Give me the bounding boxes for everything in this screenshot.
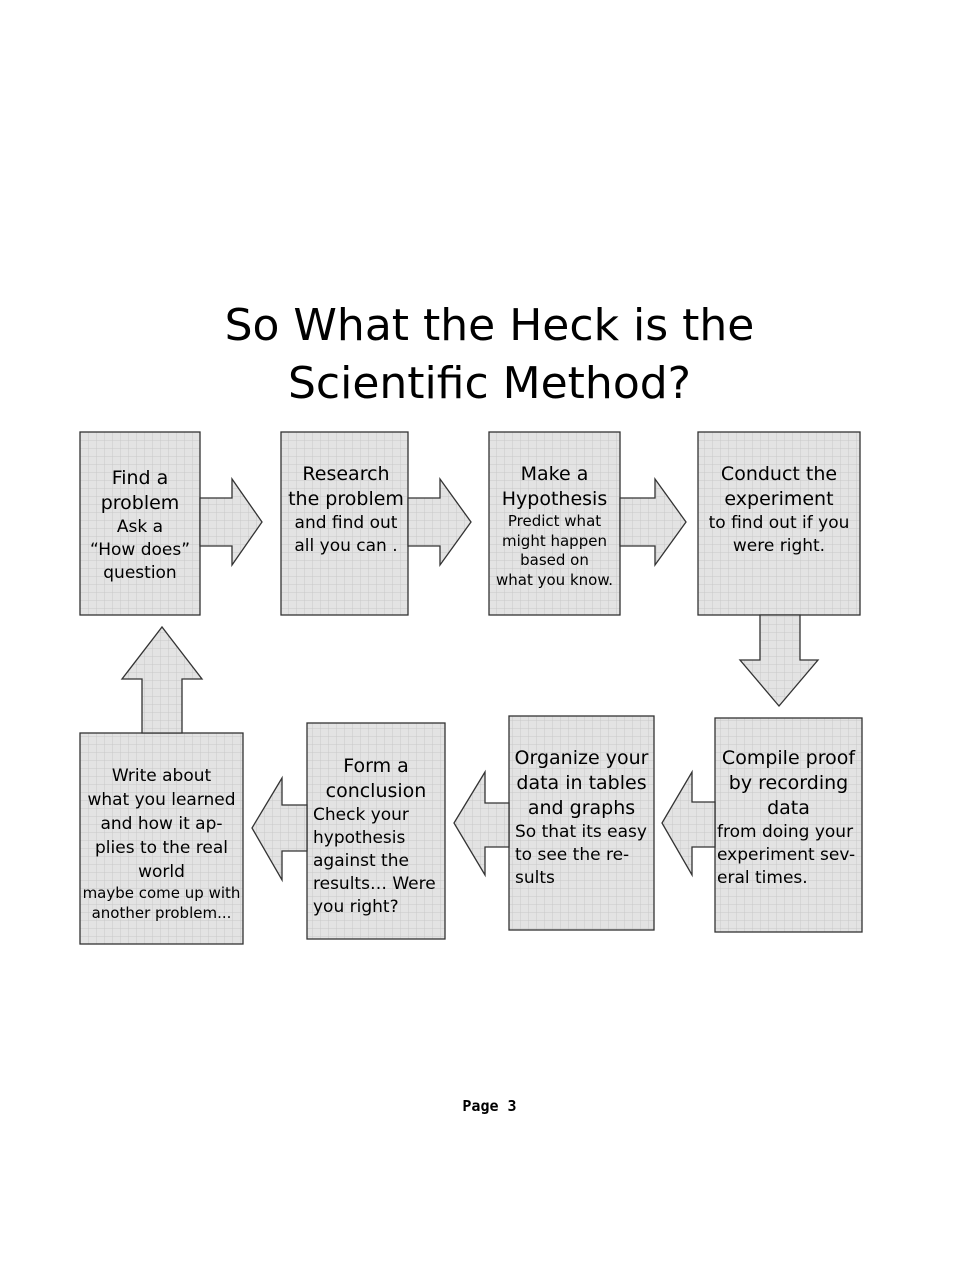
step-research bbox=[281, 462, 411, 558]
step-body-line: sults bbox=[515, 868, 555, 888]
step-heading-line: and how it ap- bbox=[100, 814, 223, 834]
step-body-line: Predict what bbox=[507, 512, 602, 530]
step-body-line: to find out if you bbox=[708, 513, 850, 533]
step-body-line: experiment sev- bbox=[717, 845, 856, 865]
step-heading-line: Conduct the bbox=[720, 463, 838, 485]
arrow-down bbox=[740, 615, 818, 706]
step-heading-line: experiment bbox=[724, 488, 834, 510]
step-body-line: from doing your bbox=[717, 822, 854, 842]
step-heading-line: plies to the real bbox=[95, 838, 228, 858]
step-body-line: “How does” bbox=[89, 540, 191, 560]
title-line-2: Scientific Method? bbox=[287, 358, 692, 410]
arrow-left-2 bbox=[454, 772, 509, 875]
page-title bbox=[0, 297, 979, 413]
step-heading-line: and graphs bbox=[527, 797, 636, 819]
step-body-line: Check your bbox=[313, 805, 409, 825]
step-body-line: maybe come up with bbox=[82, 884, 241, 902]
step-heading-line: Compile proof bbox=[721, 747, 856, 769]
step-heading-line: Write about bbox=[111, 766, 212, 786]
step-body-line: based on bbox=[520, 551, 589, 569]
arrow-left-1 bbox=[662, 772, 715, 875]
step-heading-line: by recording bbox=[728, 772, 849, 794]
step-compile bbox=[715, 746, 862, 890]
step-heading-line: problem bbox=[100, 492, 180, 514]
step-heading-line: Research bbox=[302, 463, 390, 485]
step-body-line: another problem... bbox=[91, 903, 232, 922]
arrow-left-3 bbox=[252, 778, 307, 880]
step-body-line: eral times. bbox=[717, 868, 808, 888]
arrow-right-3 bbox=[620, 479, 686, 565]
step-body-line: what you know. bbox=[496, 570, 613, 589]
step-heading-line: conclusion bbox=[325, 780, 427, 802]
step-write-about bbox=[80, 764, 243, 923]
arrow-right-1 bbox=[200, 479, 262, 565]
step-heading-line: Make a bbox=[520, 463, 589, 485]
step-heading-line: Form a bbox=[343, 755, 409, 777]
step-hypothesis bbox=[489, 462, 620, 590]
step-body-line: hypothesis bbox=[313, 828, 406, 848]
step-body-line: were right. bbox=[732, 536, 826, 556]
step-conduct bbox=[698, 462, 860, 558]
step-body-line: results… Were bbox=[313, 874, 436, 894]
step-heading-line: Hypothesis bbox=[501, 488, 608, 510]
step-body-line: Ask a bbox=[116, 517, 164, 537]
step-heading-line: the problem bbox=[288, 488, 404, 510]
arrow-right-2 bbox=[408, 479, 471, 565]
step-find-problem bbox=[80, 466, 200, 585]
step-body-line: question bbox=[103, 563, 177, 583]
step-heading-line: world bbox=[138, 862, 185, 882]
step-heading-line: Find a bbox=[111, 467, 169, 489]
step-organize bbox=[509, 746, 654, 890]
title-line-1: So What the Heck is the bbox=[224, 300, 755, 352]
step-heading-line: data in tables bbox=[516, 772, 647, 794]
step-heading-line: Organize your bbox=[514, 747, 649, 769]
step-heading-line: what you learned bbox=[87, 790, 236, 810]
page-number: Page 3 bbox=[462, 1097, 517, 1115]
arrow-up bbox=[122, 627, 202, 733]
step-heading-line: data bbox=[767, 797, 810, 819]
step-body-line: So that its easy bbox=[515, 822, 647, 842]
step-body-line: against the bbox=[313, 851, 409, 871]
step-body-line: and find out bbox=[294, 513, 398, 533]
step-body-line: you right? bbox=[313, 897, 399, 917]
step-body-line: to see the re- bbox=[515, 845, 630, 865]
step-body-line: might happen bbox=[502, 531, 607, 550]
step-conclusion bbox=[307, 754, 445, 919]
step-body-line: all you can . bbox=[294, 536, 398, 556]
